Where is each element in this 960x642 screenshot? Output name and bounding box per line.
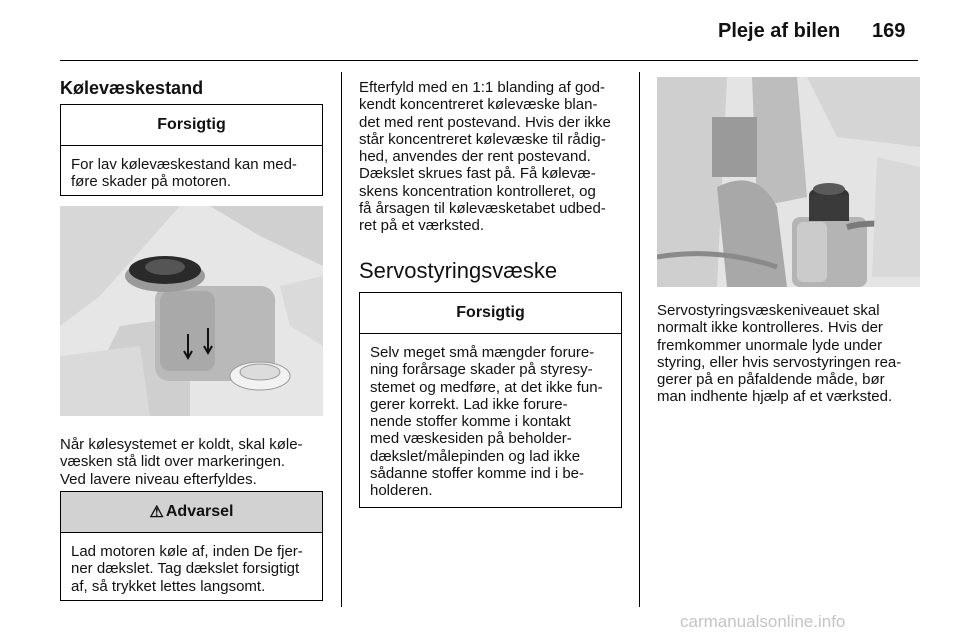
- warning-triangle-icon: ⚠: [149, 504, 164, 521]
- page-header-title: Pleje af bilen: [718, 20, 841, 42]
- power-steering-paragraph: Servostyringsvæskeniveauet skal normalt ikke kontrolleres. Hvis der fremkommer unormale lyde under styring, eller hvis servostyringen rea- gerer på en påfaldende måde, bør man indhente hjælp af et værksted.: [657, 302, 902, 406]
- warning-box-header: [61, 492, 322, 533]
- page-number: 169: [872, 20, 906, 42]
- warning-box-text: Lad motoren køle af, inden De fjer- ner dækslet. Tag dækslet forsigtigt af, så trykket lettes langsomt.: [71, 543, 303, 595]
- caution-box-title: Forsigtig: [61, 105, 322, 146]
- refill-instructions-paragraph: Efterfyld med en 1:1 blanding af god- kendt koncentreret kølevæske blan- det med rent postevand. Hvis der ikke står koncentreret kølevæske til rådig- hed, anvendes der rent postevand. Dækslet skrues fast på. Få kølevæ- skens koncentration kontrolleret, og få årsagen til kølevæsketabet udbed- ret på et værksted.: [359, 79, 611, 235]
- caution-box-title: Forsigtig: [360, 293, 621, 334]
- caution-box-coolant: [60, 104, 323, 196]
- caution-box-power-steering: [359, 292, 622, 508]
- warning-box-title: Advarsel: [165, 503, 234, 520]
- watermark: carmanualsonline.info: [680, 612, 846, 631]
- warning-box-coolant: [60, 491, 323, 601]
- coolant-level-paragraph: Når kølesystemet er koldt, skal køle- væsken stå lidt over markeringen. Ved lavere niveau efterfyldes.: [60, 436, 303, 488]
- section-heading-power-steering: Servostyringsvæske: [359, 258, 558, 283]
- coolant-reservoir-drawing: [60, 206, 323, 416]
- power-steering-reservoir-illustration: [657, 77, 920, 287]
- column-divider-1: [341, 72, 342, 607]
- caution-box-text: Selv meget små mængder forure- ning forårsage skader på styresy- stemet og medføre, at det ikke fun- gerer korrekt. Lad ikke forure- nende stoffer komme i kontakt med væskesiden på beholder- dækslet/målepinden og lad ikke sådanne stoffer komme ind i be- holderen.: [370, 344, 603, 500]
- power-steering-reservoir-drawing: [657, 77, 920, 287]
- header-divider: [60, 60, 918, 61]
- column-divider-2: [639, 72, 640, 607]
- section-heading-coolant: Kølevæskestand: [60, 78, 204, 98]
- coolant-reservoir-illustration: [60, 206, 323, 416]
- caution-box-text: For lav kølevæskestand kan med- føre skader på motoren.: [71, 156, 297, 191]
